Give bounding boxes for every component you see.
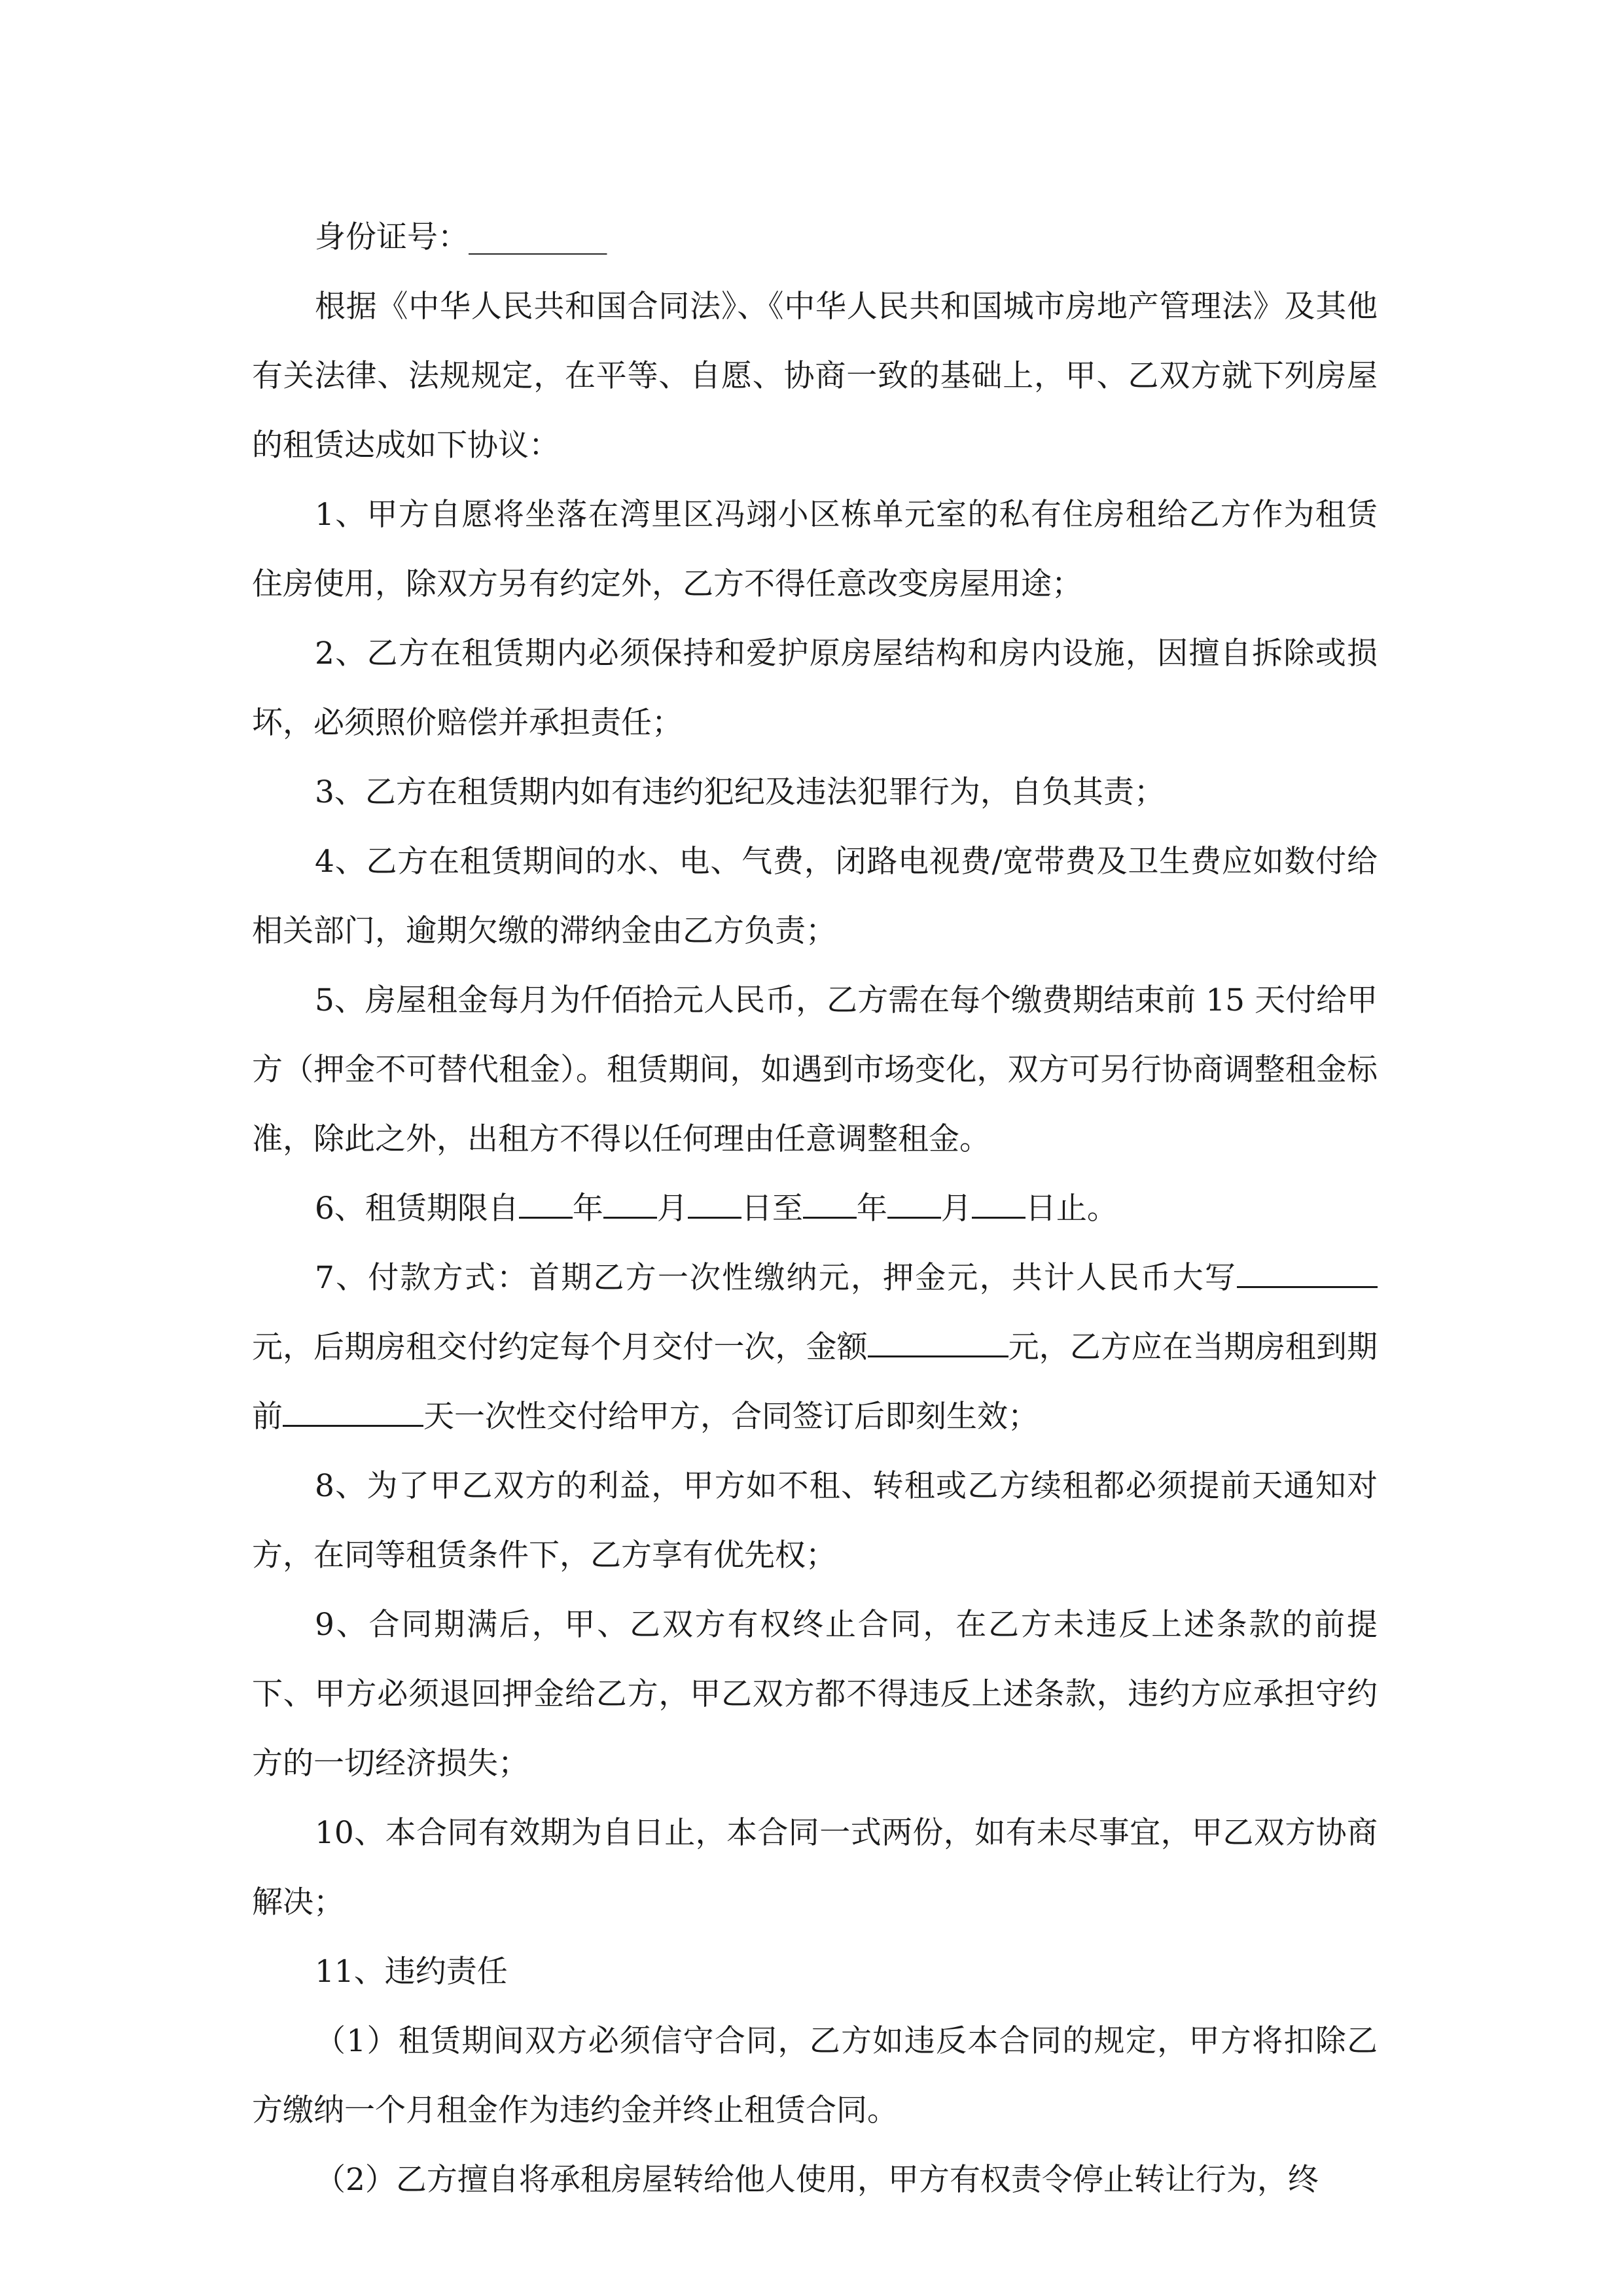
clause-6-day2: 日止。 (1025, 1191, 1118, 1227)
clause-11-item-1: （1）租赁期间双方必须信守合同，乙方如违反本合同的规定，甲方将扣除乙方缴纳一个月租金作为违约金并终止租赁合同。 (252, 2023, 1378, 2128)
intro-paragraph: 根据《中华人民共和国合同法》、《中华人民共和国城市房地产管理法》及其他有关法律、法规规定，在平等、自愿、协商一致的基础上，甲、乙双方就下列房屋的租赁达成如下协议： (252, 289, 1378, 463)
id-number-blank: _________ (469, 219, 607, 255)
clause-10: 10、本合同有效期为自日止，本合同一式两份，如有未尽事宜，甲乙双方协商解决； (252, 1815, 1378, 1920)
clause-7 (252, 1244, 1378, 1452)
start-month-blank (603, 1191, 657, 1219)
id-number-label: 身份证号： (315, 219, 469, 255)
total-amount-blank (1237, 1260, 1378, 1288)
clause-6 (252, 1174, 1378, 1244)
clause-4: 4、乙方在租赁期间的水、电、气费，闭路电视费/宽带费及卫生费应如数付给相关部门，逾期欠缴的滞纳金由乙方负责； (252, 844, 1378, 949)
clause-6-year1: 年 (572, 1191, 603, 1227)
id-number-line (252, 203, 1378, 272)
clause-8: 8、为了甲乙双方的利益，甲方如不租、转租或乙方续租都必须提前天通知对方，在同等租赁条件下，乙方享有优先权； (252, 1468, 1378, 1573)
clause-7-part1: 7、付款方式：首期乙方一次性缴纳元，押金元，共计人民币大写 (315, 1260, 1237, 1296)
start-day-blank (688, 1191, 741, 1219)
monthly-amount-blank (868, 1329, 1008, 1357)
end-month-blank (887, 1191, 941, 1219)
clause-6-day1: 日至 (741, 1191, 803, 1227)
clause-6-year2: 年 (856, 1191, 887, 1227)
days-before-blank (283, 1399, 423, 1427)
clause-11-heading: 11、违约责任 (315, 1954, 508, 1990)
clause-7-part3: 元，乙方应在当期房租到期前 (252, 1329, 1378, 1435)
clause-1: 1、甲方自愿将坐落在湾里区冯翊小区栋单元室的私有住房租给乙方作为租赁住房使用，除双方另有约定外，乙方不得任意改变房屋用途； (252, 497, 1378, 602)
end-day-blank (972, 1191, 1026, 1219)
contract-body (252, 203, 1378, 2215)
clause-11-item-2: （2）乙方擅自将承租房屋转给他人使用，甲方有权责令停止转让行为，终 (315, 2162, 1319, 2198)
clause-7-part4: 天一次性交付给甲方，合同签订后即刻生效； (423, 1399, 1039, 1435)
clause-6-month2: 月 (940, 1191, 972, 1227)
clause-3: 3、乙方在租赁期内如有违约犯纪及违法犯罪行为，自负其责； (315, 774, 1165, 810)
clause-2: 2、乙方在租赁期内必须保持和爱护原房屋结构和房内设施，因擅自拆除或损坏，必须照价赔偿并承担责任； (252, 636, 1378, 741)
clause-5: 5、房屋租金每月为仟佰拾元人民币，乙方需在每个缴费期结束前 15 天付给甲方（押金不可替代租金）。租赁期间，如遇到市场变化，双方可另行协商调整租金标准，除此之外，出租方不得以任何理由任意调整租金。 (252, 982, 1378, 1157)
clause-7-part2: 元，后期房租交付约定每个月交付一次，金额 (252, 1329, 868, 1365)
clause-9: 9、合同期满后，甲、乙双方有权终止合同，在乙方未违反上述条款的前提下、甲方必须退回押金给乙方，甲乙双方都不得违反上述条款，违约方应承担守约方的一切经济损失； (252, 1607, 1378, 1782)
clause-6-prefix: 6、租赁期限自 (315, 1191, 519, 1227)
end-year-blank (803, 1191, 857, 1219)
clause-6-month1: 月 (656, 1191, 688, 1227)
start-year-blank (519, 1191, 573, 1219)
